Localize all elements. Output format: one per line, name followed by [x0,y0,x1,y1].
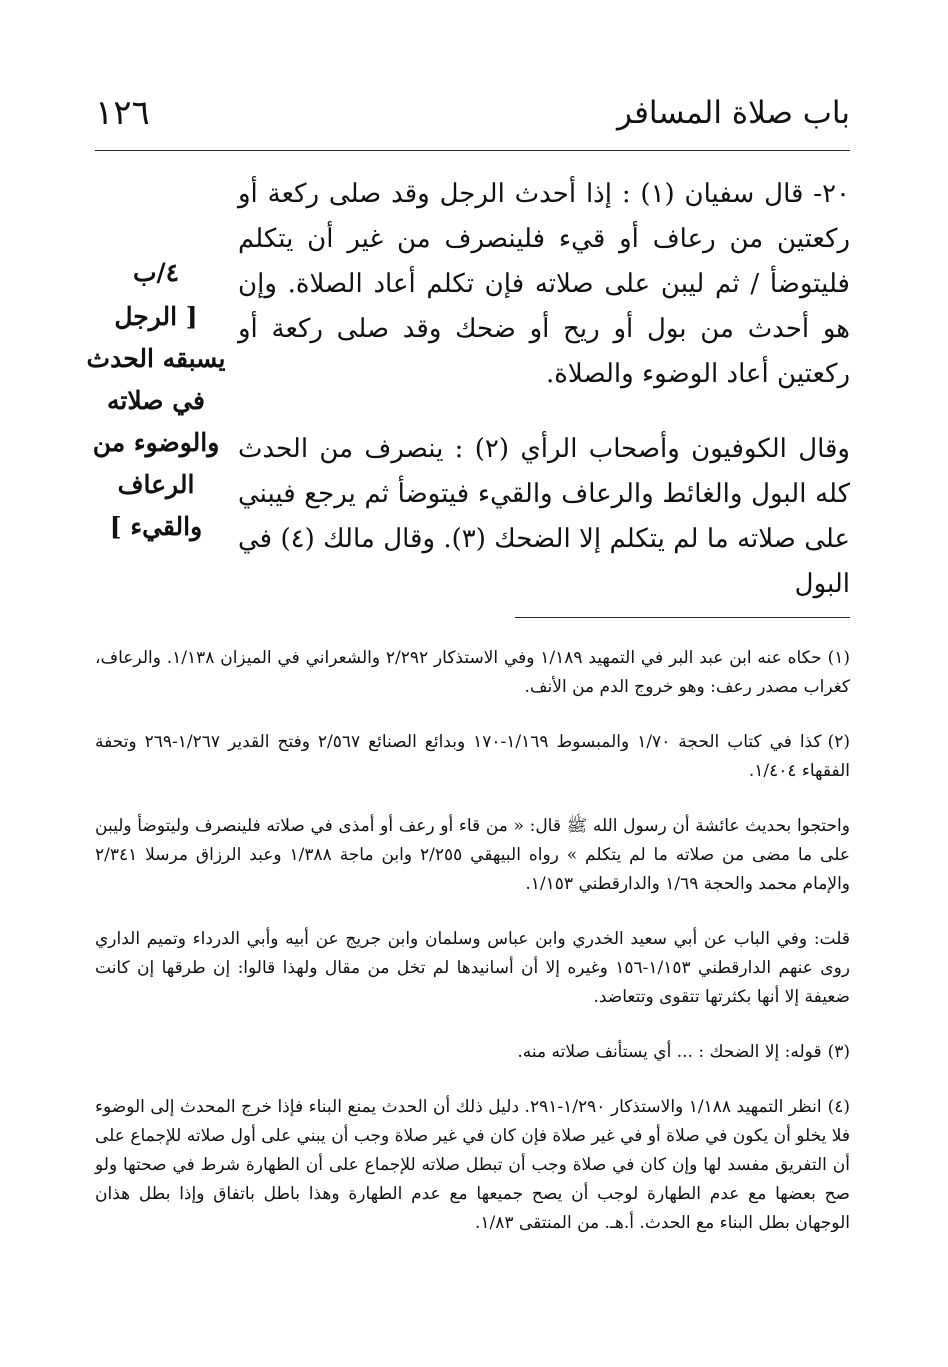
footnote-text: قلت: وفي الباب عن أبي سعيد الخدري وابن عباس وسلمان وابن جريج عن أبيه وأبي الدرداء وتميم الداري روى عنهم الدارقطني ١/١٥٣-١٥٦ وغيره إلا أن أسانيدها لم تخل من مقال ولهذا قالوا: إن طرقها إن كانت ضعيفة إلا أنها بكثرتها تتقوى وتتعاضد. [95,929,851,1007]
footnote-1 [95,644,850,702]
main-paragraph-1: ٢٠- قال سفيان (١) : إذا أحدث الرجل وقد صلى ركعة أو ركعتين من رعاف أو قيء فلينصرف من غير أن يتكلم فليتوضأ / ثم ليبن على صلاته فإن تكلم أعاد الصلاة. وإن هو أحدث من بول أو ريح أو ضحك وقد صلى ركعة أو ركعتين أعاد الوضوء والصلاة. [238,179,850,389]
footnote-number: (٣) [827,1042,850,1062]
footnote-3 [95,1038,850,1067]
footnote-text: كذا في كتاب الحجة ١/٧٠ والمبسوط ١/١٦٩-١٧٠ وبدائع الصنائع ٢/٥٦٧ وفتح القدير ١/٢٦٧-٢٦٩ وتحفة الفقهاء ١/٤٠٤. [95,732,850,781]
footnote-2-continuation-a [95,812,850,899]
margin-topic-heading: [ الرجل يسبقه الحدث في صلاته والوضوء من الرعاف والقيء ] [86,302,226,541]
footnote-number: (١) [827,648,851,668]
main-paragraph-2: وقال الكوفيون وأصحاب الرأي (٢) : ينصرف من الحدث كله البول والغائط والرعاف والقيء فيتوضأ ثم يرجع فيبني على صلاته ما لم يتكلم إلا الضحك (٣). وقال مالك (٤) في البول [238,434,851,599]
footnote-text: حكاه عنه ابن عبد البر في التمهيد ١/١٨٩ وفي الاستذكار ٢/٢٩٢ والشعراني في الميزان ١/١٣٨. والرعاف، كغراب مصدر رعف: وهو خروج الدم من الأنف. [95,648,850,697]
page-header [95,88,850,148]
footnote-divider [515,617,850,618]
footnote-text: واحتجوا بحديث عائشة أن رسول الله ﷺ قال: « من قاء أو رعف أو أمذى في صلاته فلينصرف وليتوضأ وليبن على ما مضى من صلاته ما لم يتكلم » رواه البيهقي ٢/٢٥٥ وابن ماجة ١/٣٨٨ وعبد الرزاق مرسلا ٢/٣٤١ والإمام محمد والحجة ١/٦٩ والدارقطني ١/١٥٣. [95,816,850,894]
main-text-block [238,172,850,607]
page-number: ١٢٦ [95,93,150,133]
footnote-4 [95,1093,850,1238]
footnote-number: (٢) [827,732,850,752]
footnote-number: (٤) [827,1097,851,1117]
margin-note [86,252,226,548]
chapter-title: باب صلاة المسافر [616,95,850,131]
manuscript-folio-reference: ٤/ب [132,258,180,287]
footnote-text: انظر التمهيد ١/١٨٨ والاستذكار ١/٢٩٠-٢٩١. دليل ذلك أن الحدث يمنع البناء فإذا خرج المحدث إلى الوضوء فلا يخلو أن يكون في صلاة أو في غير صلاة فإن كان في غير صلاة وجب أن يبني على أول صلاته للإجماع على أن التفريق مفسد لها وإن كان في صلاة وجب أن تبطل صلاته للإجماع على أن الطهارة شرط في صحتها ولو صح بعضها مع عدم الطهارة لوجب أن يصح جميعها مع عدم الطهارة وهذا باطل باتفاق وإذا بطل هذان الوجهان بطل البناء مع الحدث. أ.هـ. من المنتقى ١/٨٣. [95,1097,850,1233]
footnote-text: قوله: إلا الضحك : ... أي يستأنف صلاته منه. [517,1042,822,1062]
footnote-2 [95,728,850,786]
footnote-2-continuation-b [95,925,850,1012]
header-divider [95,150,850,151]
footnotes-block [95,644,850,1264]
